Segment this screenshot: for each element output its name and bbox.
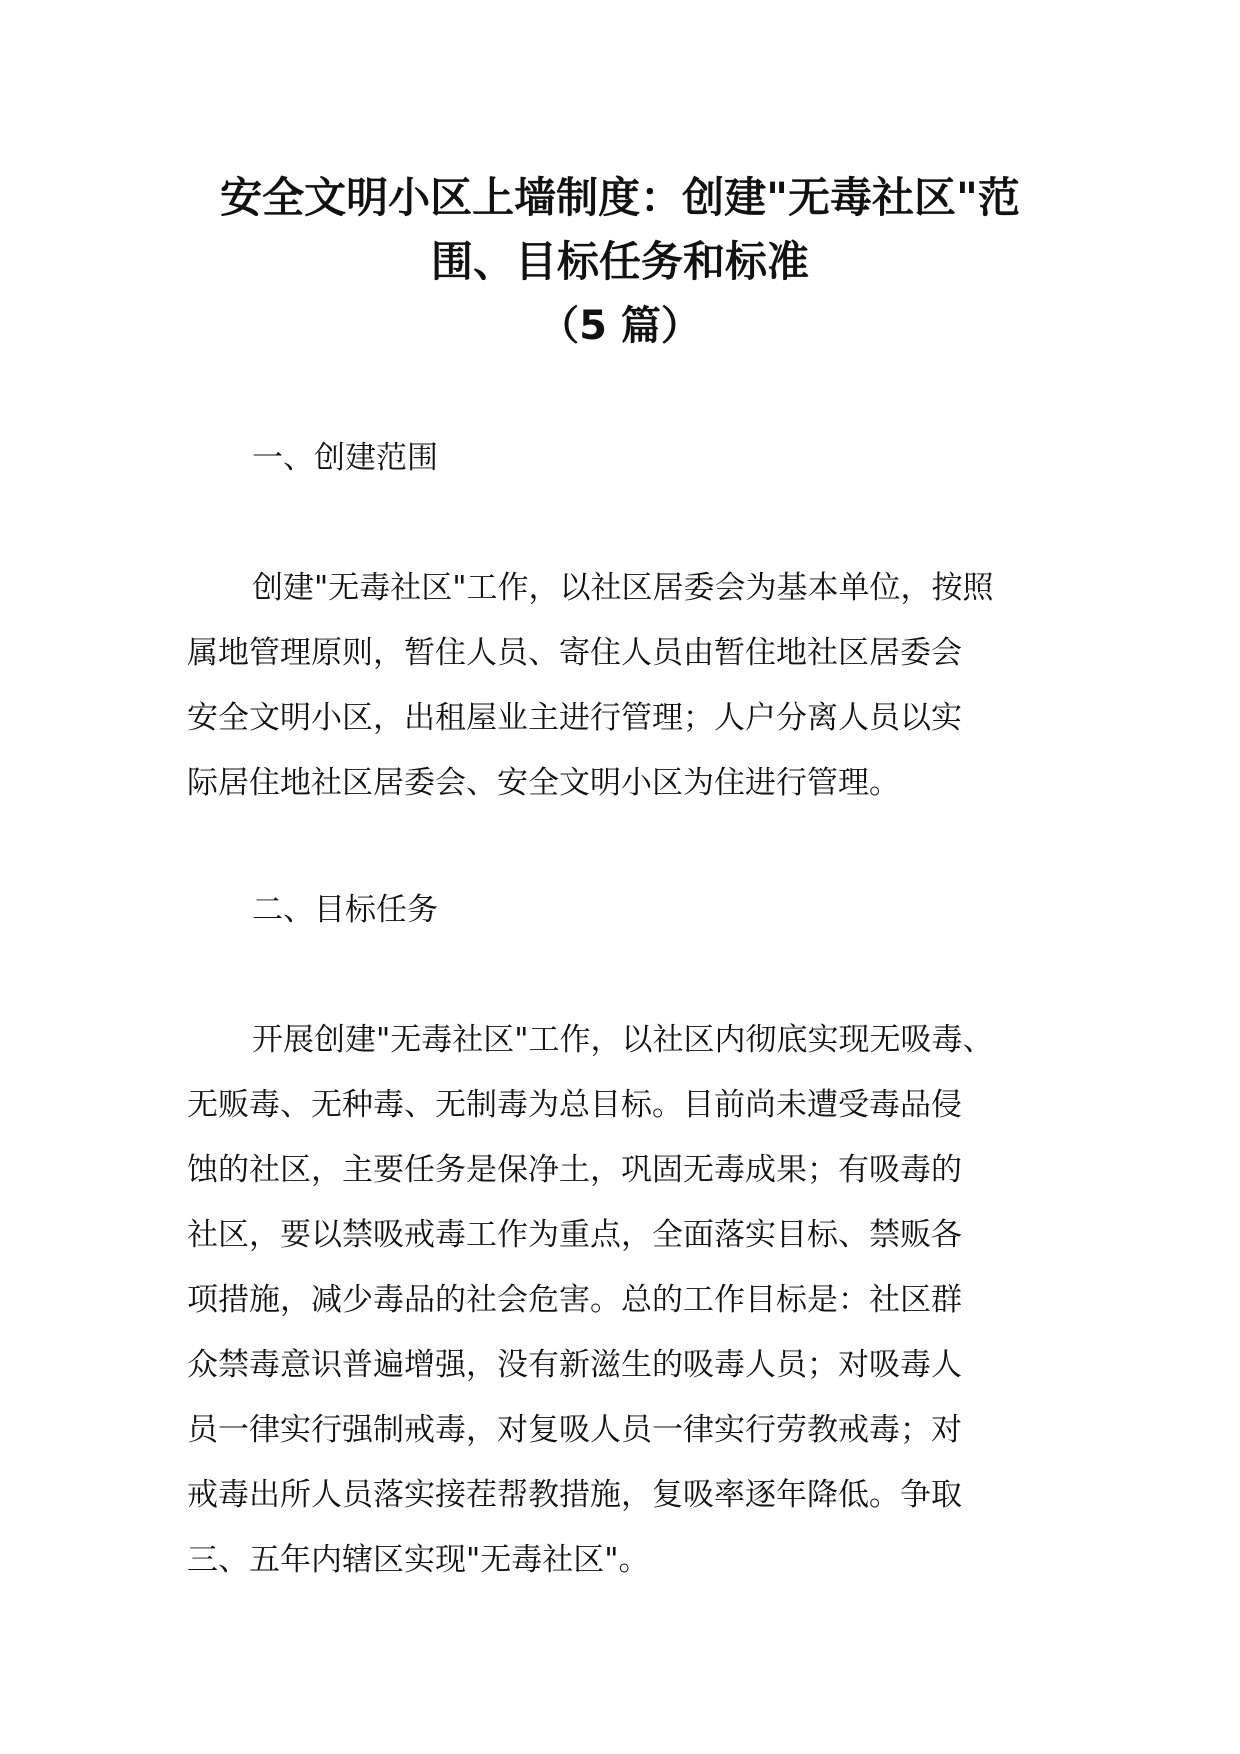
paragraph-line: 无贩毒、无种毒、无制毒为总目标。目前尚未遭受毒品侵 (187, 1087, 962, 1123)
paragraph-line: 戒毒出所人员落实接茬帮教措施，复吸率逐年降低。争取 (187, 1477, 962, 1513)
paragraph-line: 社区，要以禁吸戒毒工作为重点，全面落实目标、禁贩各 (187, 1217, 962, 1253)
title-line: 安全文明小区上墙制度：创建"无毒社区"范 (220, 173, 1020, 222)
paragraph-line: 属地管理原则，暂住人员、寄住人员由暂住地社区居委会 (187, 635, 962, 671)
paragraph-line: 际居住地社区居委会、安全文明小区为住进行管理。 (187, 765, 900, 801)
paragraph-line: 开展创建"无毒社区"工作，以社区内彻底实现无吸毒、 (252, 1022, 994, 1058)
paragraph-line: 项措施，减少毒品的社会危害。总的工作目标是：社区群 (187, 1282, 962, 1318)
paragraph-line: 安全文明小区，出租屋业主进行管理；人户分离人员以实 (187, 700, 962, 736)
paragraph-line: 蚀的社区，主要任务是保净土，巩固无毒成果；有吸毒的 (187, 1152, 962, 1188)
title-line: 围、目标任务和标准 (430, 237, 809, 286)
section-heading-scope: 一、创建范围 (252, 440, 438, 476)
section-heading-goals: 二、目标任务 (252, 892, 438, 928)
document-subtitle: （5 篇） (539, 303, 701, 349)
paragraph-line: 创建"无毒社区"工作，以社区居委会为基本单位，按照 (252, 570, 994, 606)
document-title (170, 166, 1070, 294)
paragraph-line: 员一律实行强制戒毒，对复吸人员一律实行劳教戒毒；对 (187, 1412, 962, 1448)
paragraph-line: 三、五年内辖区实现"无毒社区"。 (187, 1542, 650, 1578)
paragraph-line: 众禁毒意识普遍增强，没有新滋生的吸毒人员；对吸毒人 (187, 1347, 962, 1383)
